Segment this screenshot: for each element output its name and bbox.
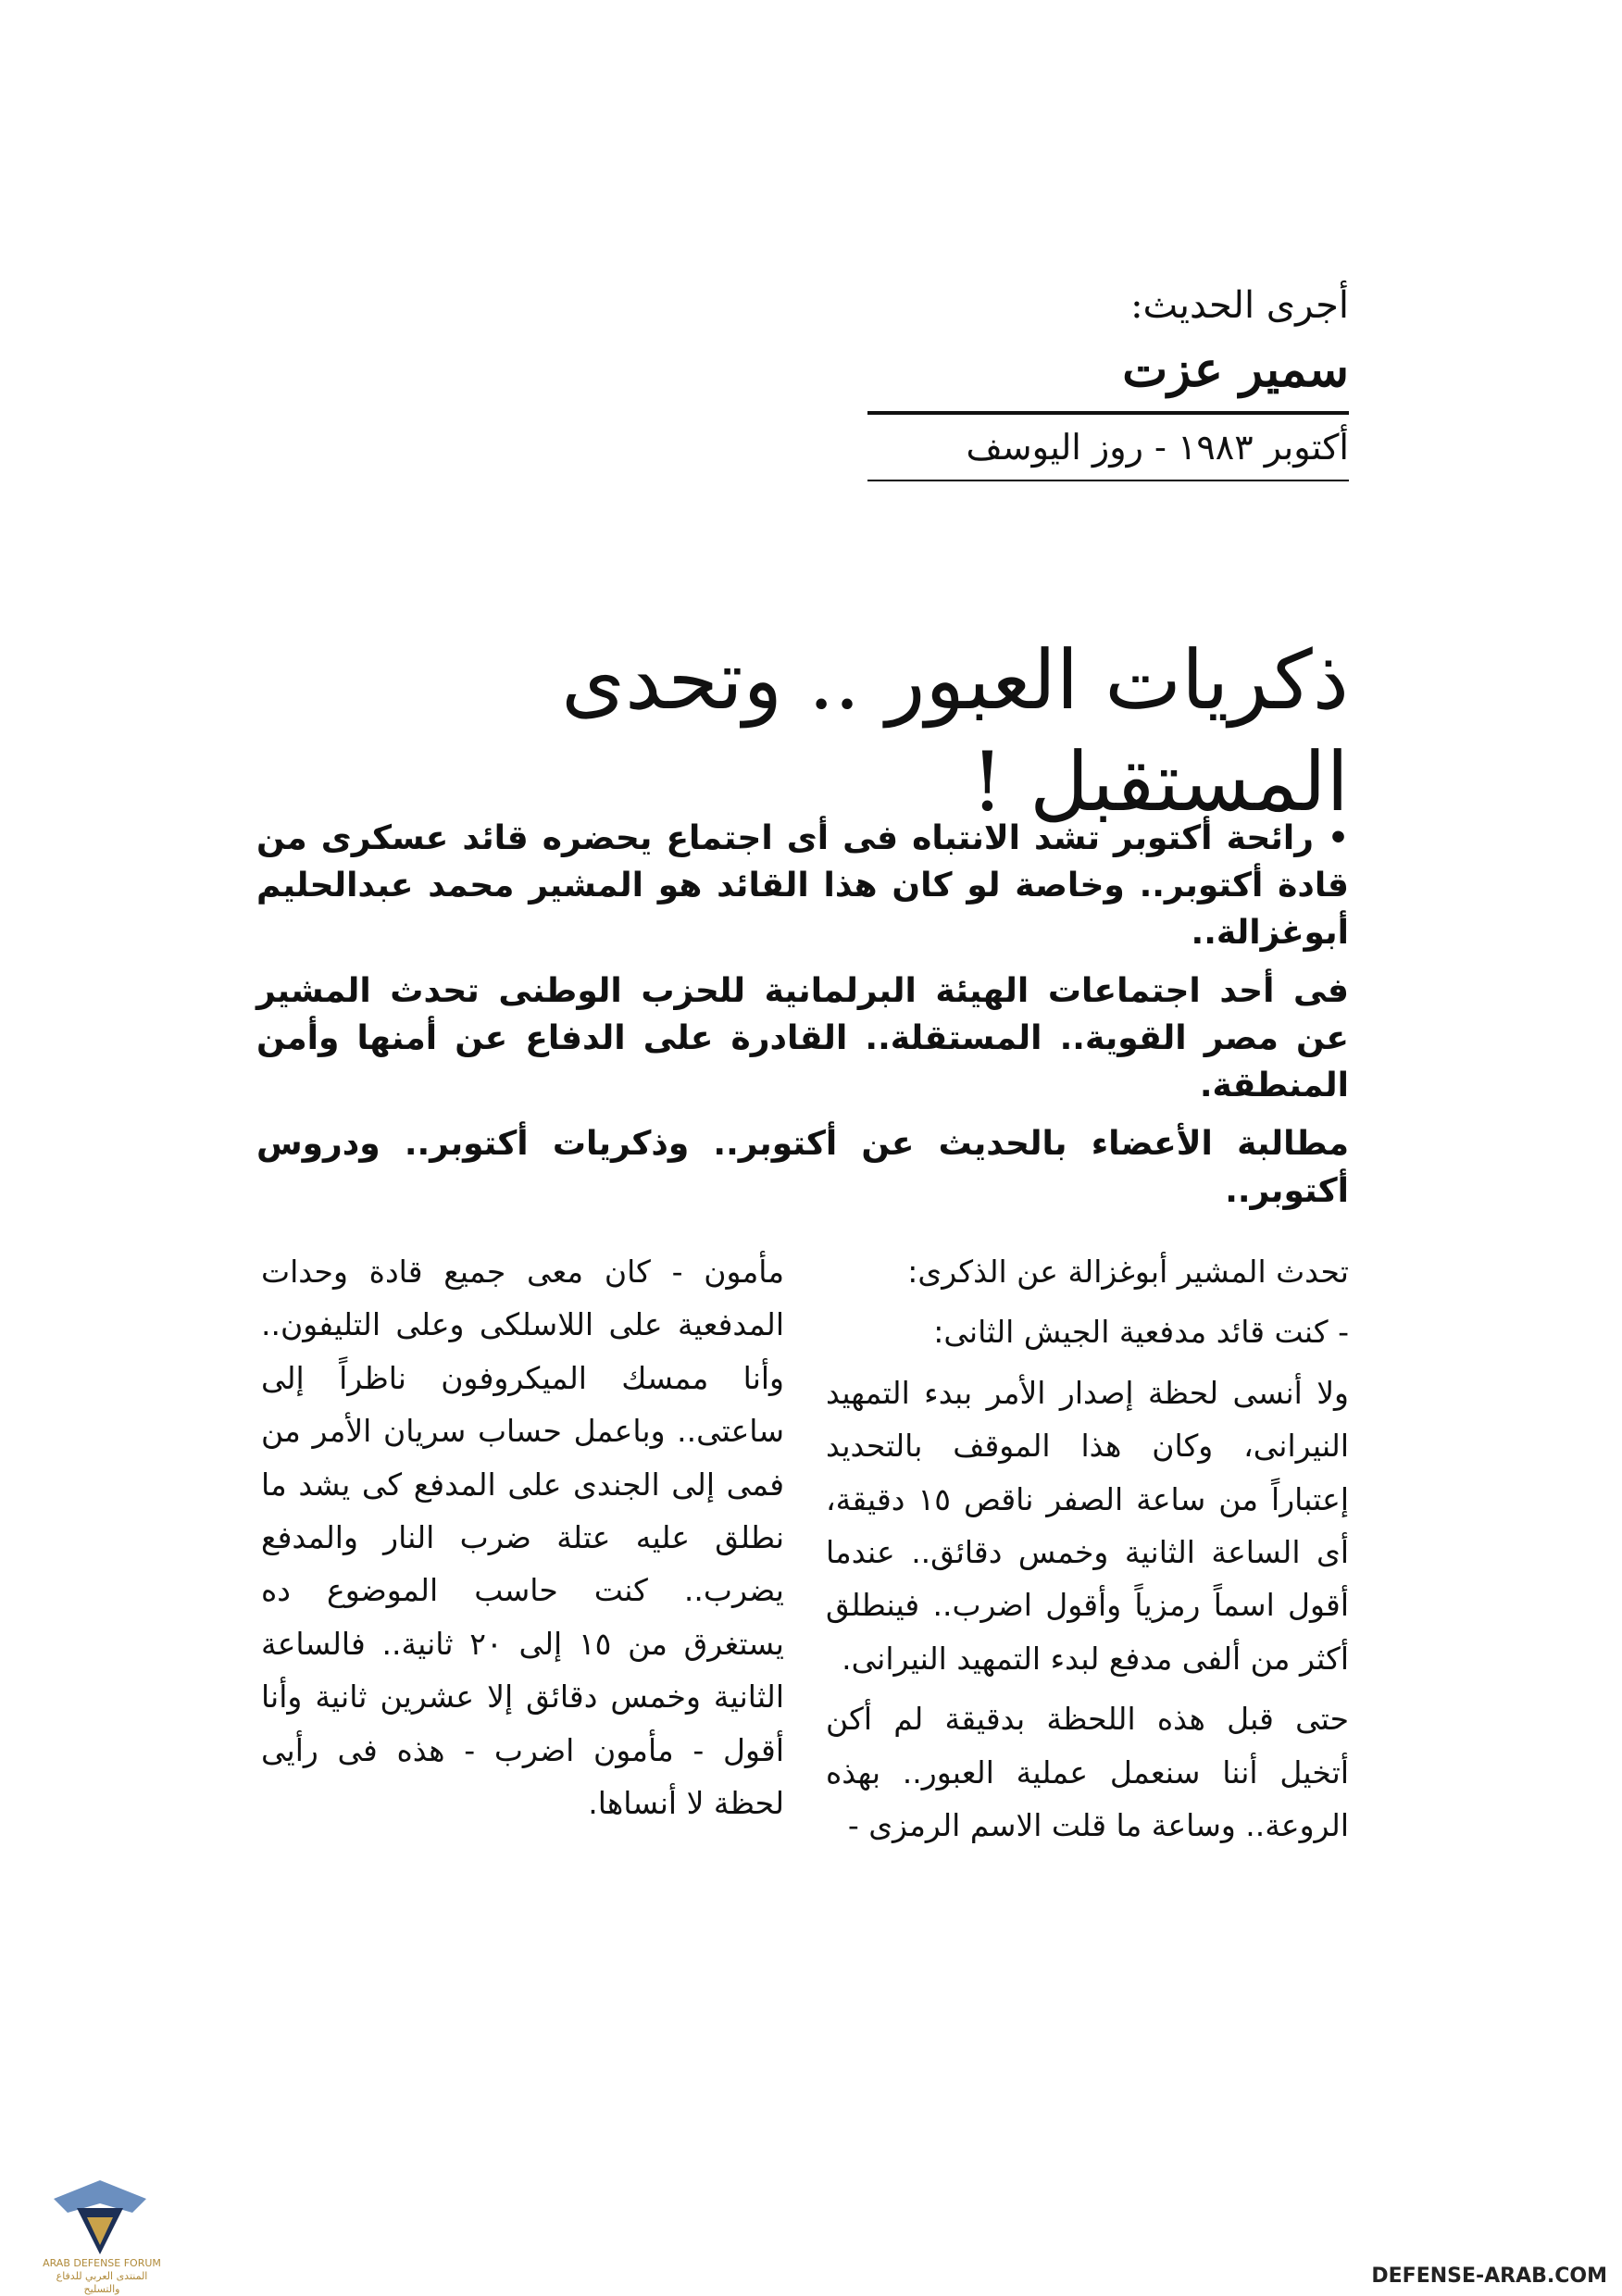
article-headline: ذكريات العبور .. وتحدى المستقبل ! <box>561 632 1349 830</box>
column-paragraph: ولا أنسى لحظة إصدار الأمر ببدء التمهيد النيرانى، وكان هذا الموقف بالتحديد إعتباراً من ساعة الصفر ناقص ١٥ دقيقة، أى الساعة الثانية وخمس دقائق.. عندما أقول اسماً رمزياً وأقول اضرب.. فينطلق أكثر من ألفى مدفع لبدء التمهيد النيرانى. <box>826 1374 1349 1677</box>
byline-author: سمير عزت <box>867 333 1349 415</box>
column-paragraph: حتى قبل هذه اللحظة بدقيقة لم أكن أتخيل أننا سنعمل عملية العبور.. بهذه الروعة.. وساعة ما قلت الاسم الرمزى - <box>826 1701 1349 1844</box>
byline-label: أجرى الحديث: <box>1130 284 1349 327</box>
logo-text: ARAB DEFENSE FORUM <box>43 2257 161 2269</box>
column-left <box>261 1245 784 1837</box>
intro-block <box>256 815 1349 1226</box>
site-watermark[interactable]: DEFENSE-ARAB.COM <box>1371 2265 1607 2288</box>
column-paragraph: - كنت قائد مدفعية الجيش الثانى: <box>933 1314 1349 1351</box>
intro-paragraph: • رائحة أكتوبر تشد الانتباه فى أى اجتماع يحضره قائد عسكرى من قادة أكتوبر.. وخاصة لو كان هذا القائد هو المشير محمد عبدالحليم أبوغزالة.. <box>256 819 1349 952</box>
byline <box>867 278 1349 481</box>
byline-source: أكتوبر ١٩٨٣ - روز اليوسف <box>867 415 1349 481</box>
logo-arabic: المنتدى العربي للدفاع والتسليح <box>56 2270 148 2295</box>
forum-logo-caption <box>37 2257 167 2296</box>
intro-paragraph: مطالبة الأعضاء بالحديث عن أكتوبر.. وذكريات أكتوبر.. ودروس أكتوبر.. <box>256 1125 1349 1210</box>
column-right <box>826 1245 1349 1859</box>
column-paragraph: مأمون - كان معى جميع قادة وحدات المدفعية على اللاسلكى وعلى التليفون.. وأنا ممسك الميكروفون ناظراً إلى ساعتى.. وباعمل حساب سريان الأمر من فمى إلى الجندى على المدفع كى يشد ما نطلق عليه عتلة ضرب النار والمدفع يضرب.. كنت حاسب الموضوع ده يستغرق من ١٥ إلى ٢٠ ثانية.. فالساعة الثانية وخمس دقائق إلا عشرين ثانية وأنا أقول - مأمون اضرب - هذه فى رأيى لحظة لا أنساها. <box>261 1254 784 1822</box>
intro-paragraph: فى أحد اجتماعات الهيئة البرلمانية للحزب الوطنى تحدث المشير عن مصر القوية.. المستقلة.. القادرة على الدفاع عن أمنها وأمن المنطقة. <box>256 972 1349 1104</box>
column-paragraph: تحدث المشير أبوغزالة عن الذكرى: <box>907 1254 1349 1290</box>
